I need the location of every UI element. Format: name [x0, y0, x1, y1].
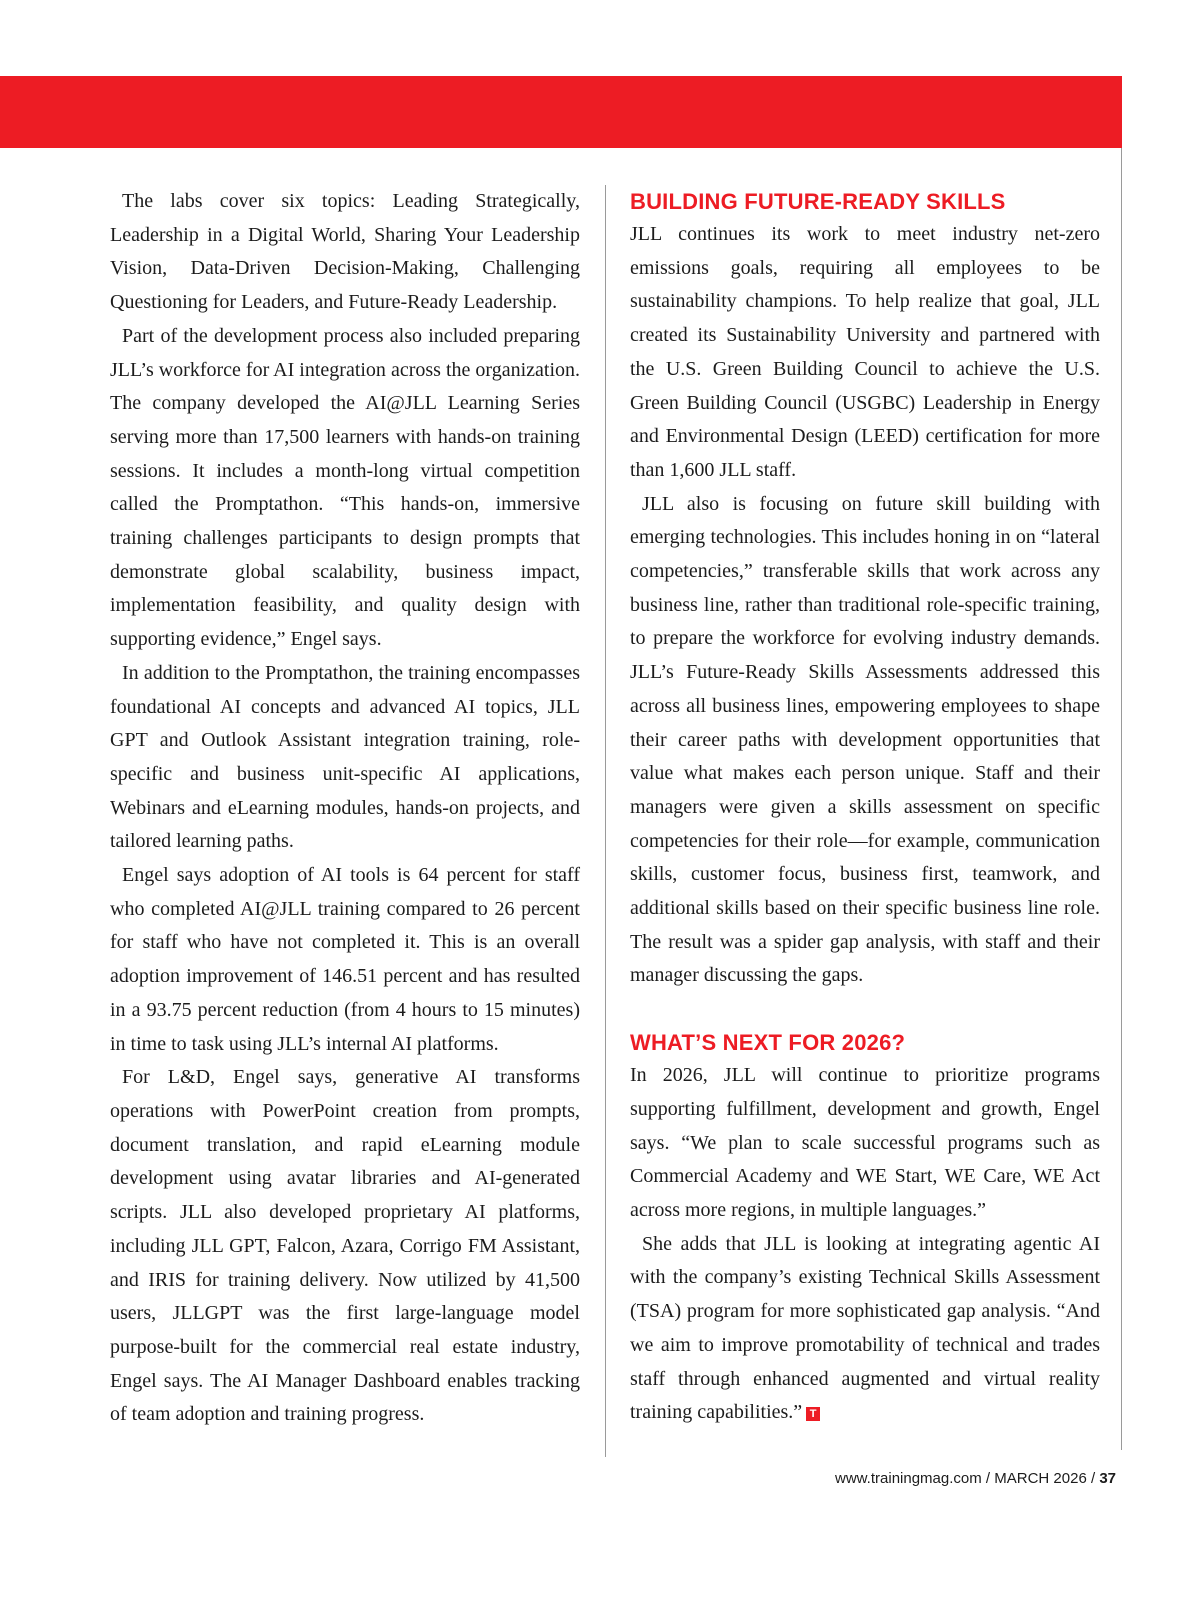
body-paragraph: In addition to the Promptathon, the training encompasses foundational AI concepts and advanced AI topics, JLL GPT and Outlook Assistant integration training, role-specific and business unit-specific AI applications, Webinars and eLearning modules, hands-on projects, and tailored learning paths.	[110, 661, 580, 853]
body-paragraph: JLL continues its work to meet industry net-zero emissions goals, requiring all employees to be sustainability champions. To help realize that goal, JLL created its Sustainability University and partnered with the U.S. Green Building Council to achieve the U.S. Green Building Council (USGBC) Leadership in Energy and Environmental Design (LEED) certification for more than 1,600 JLL staff.	[630, 223, 1100, 481]
section-heading-whats-next: WHAT’S NEXT FOR 2026?	[630, 1030, 906, 1056]
page-footer	[835, 1470, 1116, 1487]
section-heading-future-ready-skills: BUILDING FUTURE-READY SKILLS	[630, 189, 1006, 214]
right-column	[630, 185, 1100, 1430]
body-paragraph: In 2026, JLL will continue to prioritize programs supporting fulfillment, development and growth, Engel says. “We plan to scale successful programs such as Commercial Academy and WE Start, WE Care, WE Act across more regions, in multiple languages.”	[630, 1064, 1100, 1221]
body-paragraph: The labs cover six topics: Leading Strategically, Leadership in a Digital World, Sharing Your Leadership Vision, Data-Driven Decision-Making, Challenging Questioning for Leaders, and Future-Ready Leadership.	[110, 190, 580, 314]
column-divider	[605, 185, 606, 1457]
body-paragraph: JLL also is focusing on future skill building with emerging technologies. This includes honing in on “lateral competencies,” transferable skills that work across any business line, rather than traditional role-specific training, to prepare the workforce for evolving industry demands. JLL’s Future-Ready Skills Assessments addressed this across all business lines, empowering employees to shape their career paths with development opportunities that value what makes each person unique. Staff and their managers were given a skills assessment on specific competencies for their role—for example, communication skills, customer focus, business first, teamwork, and additional skills based on their specific business line role. The result was a spider gap analysis, with staff and their manager discussing the gaps.	[630, 492, 1100, 987]
page-number: 37	[1099, 1470, 1116, 1487]
footer-separator: /	[1090, 1470, 1096, 1487]
body-paragraph-text: She adds that JLL is looking at integrating agentic AI with the company’s existing Technical Skills Assessment (TSA) program for more sophisticated gap analysis. “And we aim to improve promotability of technical and trades staff through enhanced augmented and virtual reality training capabilities.”	[630, 1232, 1100, 1424]
footer-site-link[interactable]: www.trainingmag.com	[835, 1470, 982, 1487]
page-edge-rule	[1121, 148, 1122, 1450]
header-red-band	[0, 76, 1122, 148]
body-paragraph: Part of the development process also included preparing JLL’s workforce for AI integration across the organization. The company developed the AI@JLL Learning Series serving more than 17,500 learners with hands-on training sessions. It includes a month-long virtual competition called the Promptathon. “This hands-on, immersive training challenges participants to design prompts that demonstrate global scalability, business impact, implementation feasibility, and quality design with supporting evidence,” Engel says.	[110, 324, 580, 651]
final-paragraph	[630, 1228, 1100, 1430]
footer-issue: MARCH 2026	[994, 1470, 1087, 1487]
left-column	[110, 185, 580, 1432]
body-paragraph: For L&D, Engel says, generative AI transforms operations with PowerPoint creation from prompts, document translation, and rapid eLearning module development using avatar libraries and AI-generated scripts. JLL also developed proprietary AI platforms, including JLL GPT, Falcon, Azara, Corrigo FM Assistant, and IRIS for training delivery. Now utilized by 41,500 users, JLLGPT was the first large-language model purpose-built for the commercial real estate industry, Engel says. The AI Manager Dashboard enables tracking of team adoption and training progress.	[110, 1066, 580, 1426]
end-of-article-icon: T	[806, 1407, 820, 1421]
footer-separator: /	[985, 1470, 991, 1487]
body-paragraph: Engel says adoption of AI tools is 64 percent for staff who completed AI@JLL training compared to 26 percent for staff who have not completed it. This is an overall adoption improvement of 146.51 percent and has resulted in a 93.75 percent reduction (from 4 hours to 15 minutes) in time to task using JLL’s internal AI platforms.	[110, 864, 580, 1055]
